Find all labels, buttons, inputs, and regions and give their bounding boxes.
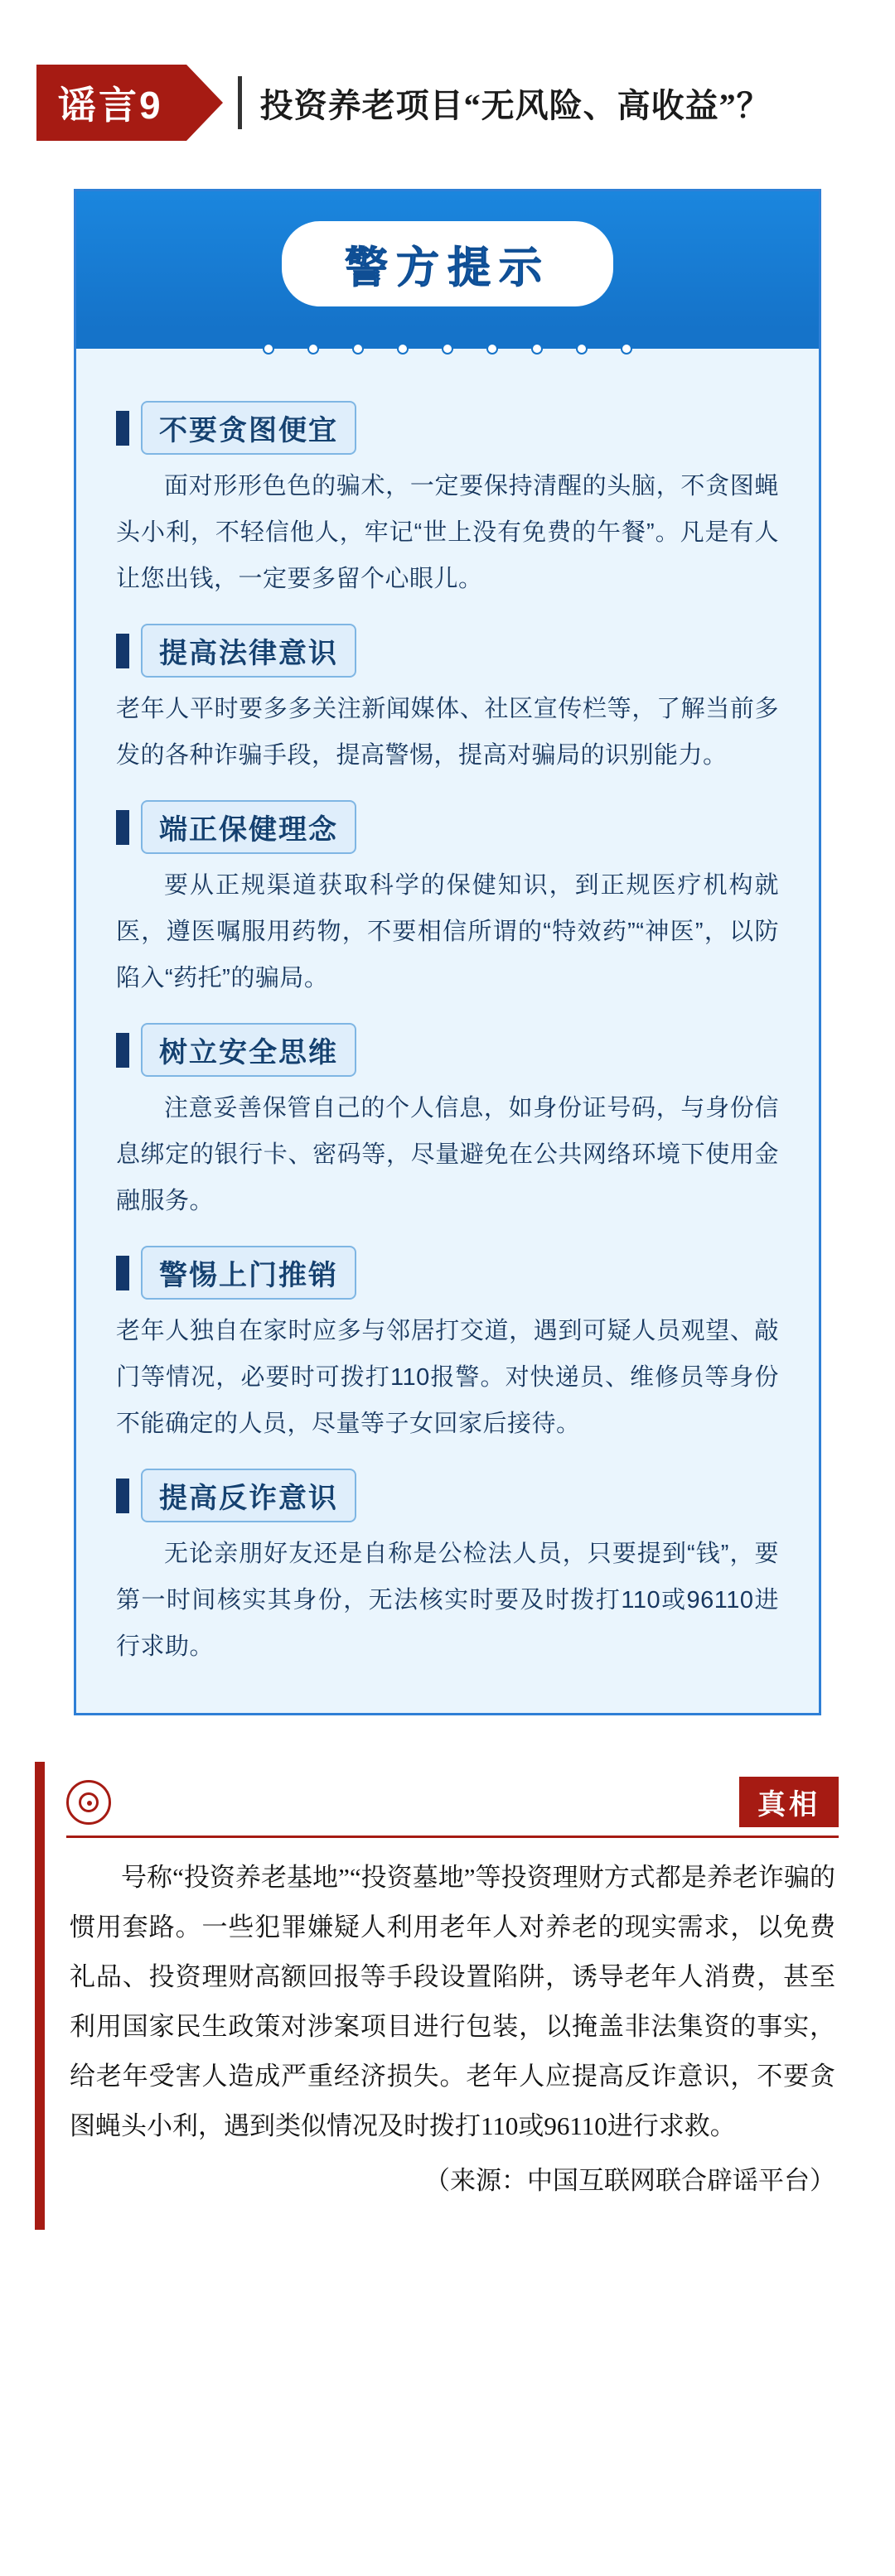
tip-title: 不要贪图便宜 [141, 401, 356, 455]
bookmark-icon [116, 1479, 129, 1513]
divider-dot [576, 343, 588, 355]
tip-text: 无论亲朋好友还是自称是公检法人员，只要提到“钱”，要第一时间核实其身份，无法核实时要及时拨打110或96110进行求助。 [116, 1541, 779, 1660]
article-page [0, 65, 895, 2576]
tip-section [116, 1023, 779, 1224]
tip-heading [116, 800, 779, 854]
truth-text: 号称“投资养老基地”“投资墓地”等投资理财方式都是养老诈骗的惯用套路。一些犯罪嫌疑人利用老年人对养老的现实需求，以免费礼品、投资理财高额回报等手段设置陷阱，诱导老年人消费，甚至利用国家民生政策对涉案项目进行包装，以掩盖非法集资的事实，给老年受害人造成严重经济损失。老年人应提高反诈意识，不要贪图蝇头小利，遇到类似情况及时拨打110或96110进行求救。 [70, 1863, 835, 2140]
rumor-number-tag [36, 65, 186, 141]
poster-dot-divider [76, 328, 819, 368]
tip-heading [116, 624, 779, 678]
page-title: 投资养老项目“无风险、高收益”？ [259, 86, 771, 124]
tip-heading [116, 401, 779, 455]
bookmark-icon [116, 810, 129, 845]
divider-dot [397, 343, 409, 355]
tip-heading [116, 1246, 779, 1300]
tip-text: 老年人独自在家时应多与邻居打交道，遇到可疑人员观望、敲门等情况，必要时可拨打110报警。对快递员、维修员等身份不能确定的人员，尽量等子女回家后接待。 [116, 1318, 779, 1437]
divider-dot [442, 343, 453, 355]
police-tips-poster [74, 189, 821, 1715]
tip-section [116, 1469, 779, 1670]
truth-card [35, 1762, 860, 2230]
poster-sections [76, 368, 819, 1670]
poster-wrapper [69, 189, 826, 1715]
tip-text: 注意妥善保管自己的个人信息，如身份证号码，与身份信息绑定的银行卡、密码等，尽量避免在公共网络环境下使用金融服务。 [116, 1095, 779, 1214]
poster-badge-title: 警方提示 [282, 221, 613, 306]
tip-section [116, 800, 779, 1001]
radar-icon [66, 1780, 111, 1825]
truth-source: （来源：中国互联网联合辟谣平台） [424, 2166, 835, 2195]
tip-section [116, 1246, 779, 1447]
tip-heading [116, 1469, 779, 1522]
divider-dot [307, 343, 319, 355]
bookmark-icon [116, 1033, 129, 1068]
divider-dot [486, 343, 498, 355]
bookmark-icon [116, 634, 129, 668]
rumor-header [36, 65, 895, 141]
tip-title: 提高法律意识 [141, 624, 356, 678]
tip-text: 面对形形色色的骗术，一定要保持清醒的头脑，不贪图蝇头小利，不轻信他人，牢记“世上没有免费的午餐”。凡是有人让您出钱，一定要多留个心眼儿。 [116, 473, 779, 592]
tip-heading [116, 1023, 779, 1077]
tip-title: 提高反诈意识 [141, 1469, 356, 1522]
tip-text: 老年人平时要多多关注新闻媒体、社区宣传栏等，了解当前多发的各种诈骗手段，提高警惕，提高对骗局的识别能力。 [116, 696, 779, 769]
bookmark-icon [116, 411, 129, 446]
tip-title: 端正保健理念 [141, 800, 356, 854]
divider-dot [263, 343, 274, 355]
tip-section [116, 401, 779, 602]
truth-badge: 真相 [739, 1777, 839, 1827]
tag-arrow-icon [186, 65, 223, 141]
tip-section [116, 624, 779, 779]
rumor-number-label: 谣言9 [58, 84, 163, 127]
tip-title: 树立安全思维 [141, 1023, 356, 1077]
truth-header [45, 1762, 860, 1836]
poster-header [76, 191, 819, 328]
tip-text: 要从正规渠道获取科学的保健知识，到正规医疗机构就医，遵医嘱服用药物，不要相信所谓的“特效药”“神医”，以防陷入“药托”的骗局。 [116, 872, 779, 991]
divider-dot [352, 343, 364, 355]
bookmark-icon [116, 1256, 129, 1290]
divider-dot [621, 343, 632, 355]
tip-title: 警惕上门推销 [141, 1246, 356, 1300]
divider-dot [531, 343, 543, 355]
